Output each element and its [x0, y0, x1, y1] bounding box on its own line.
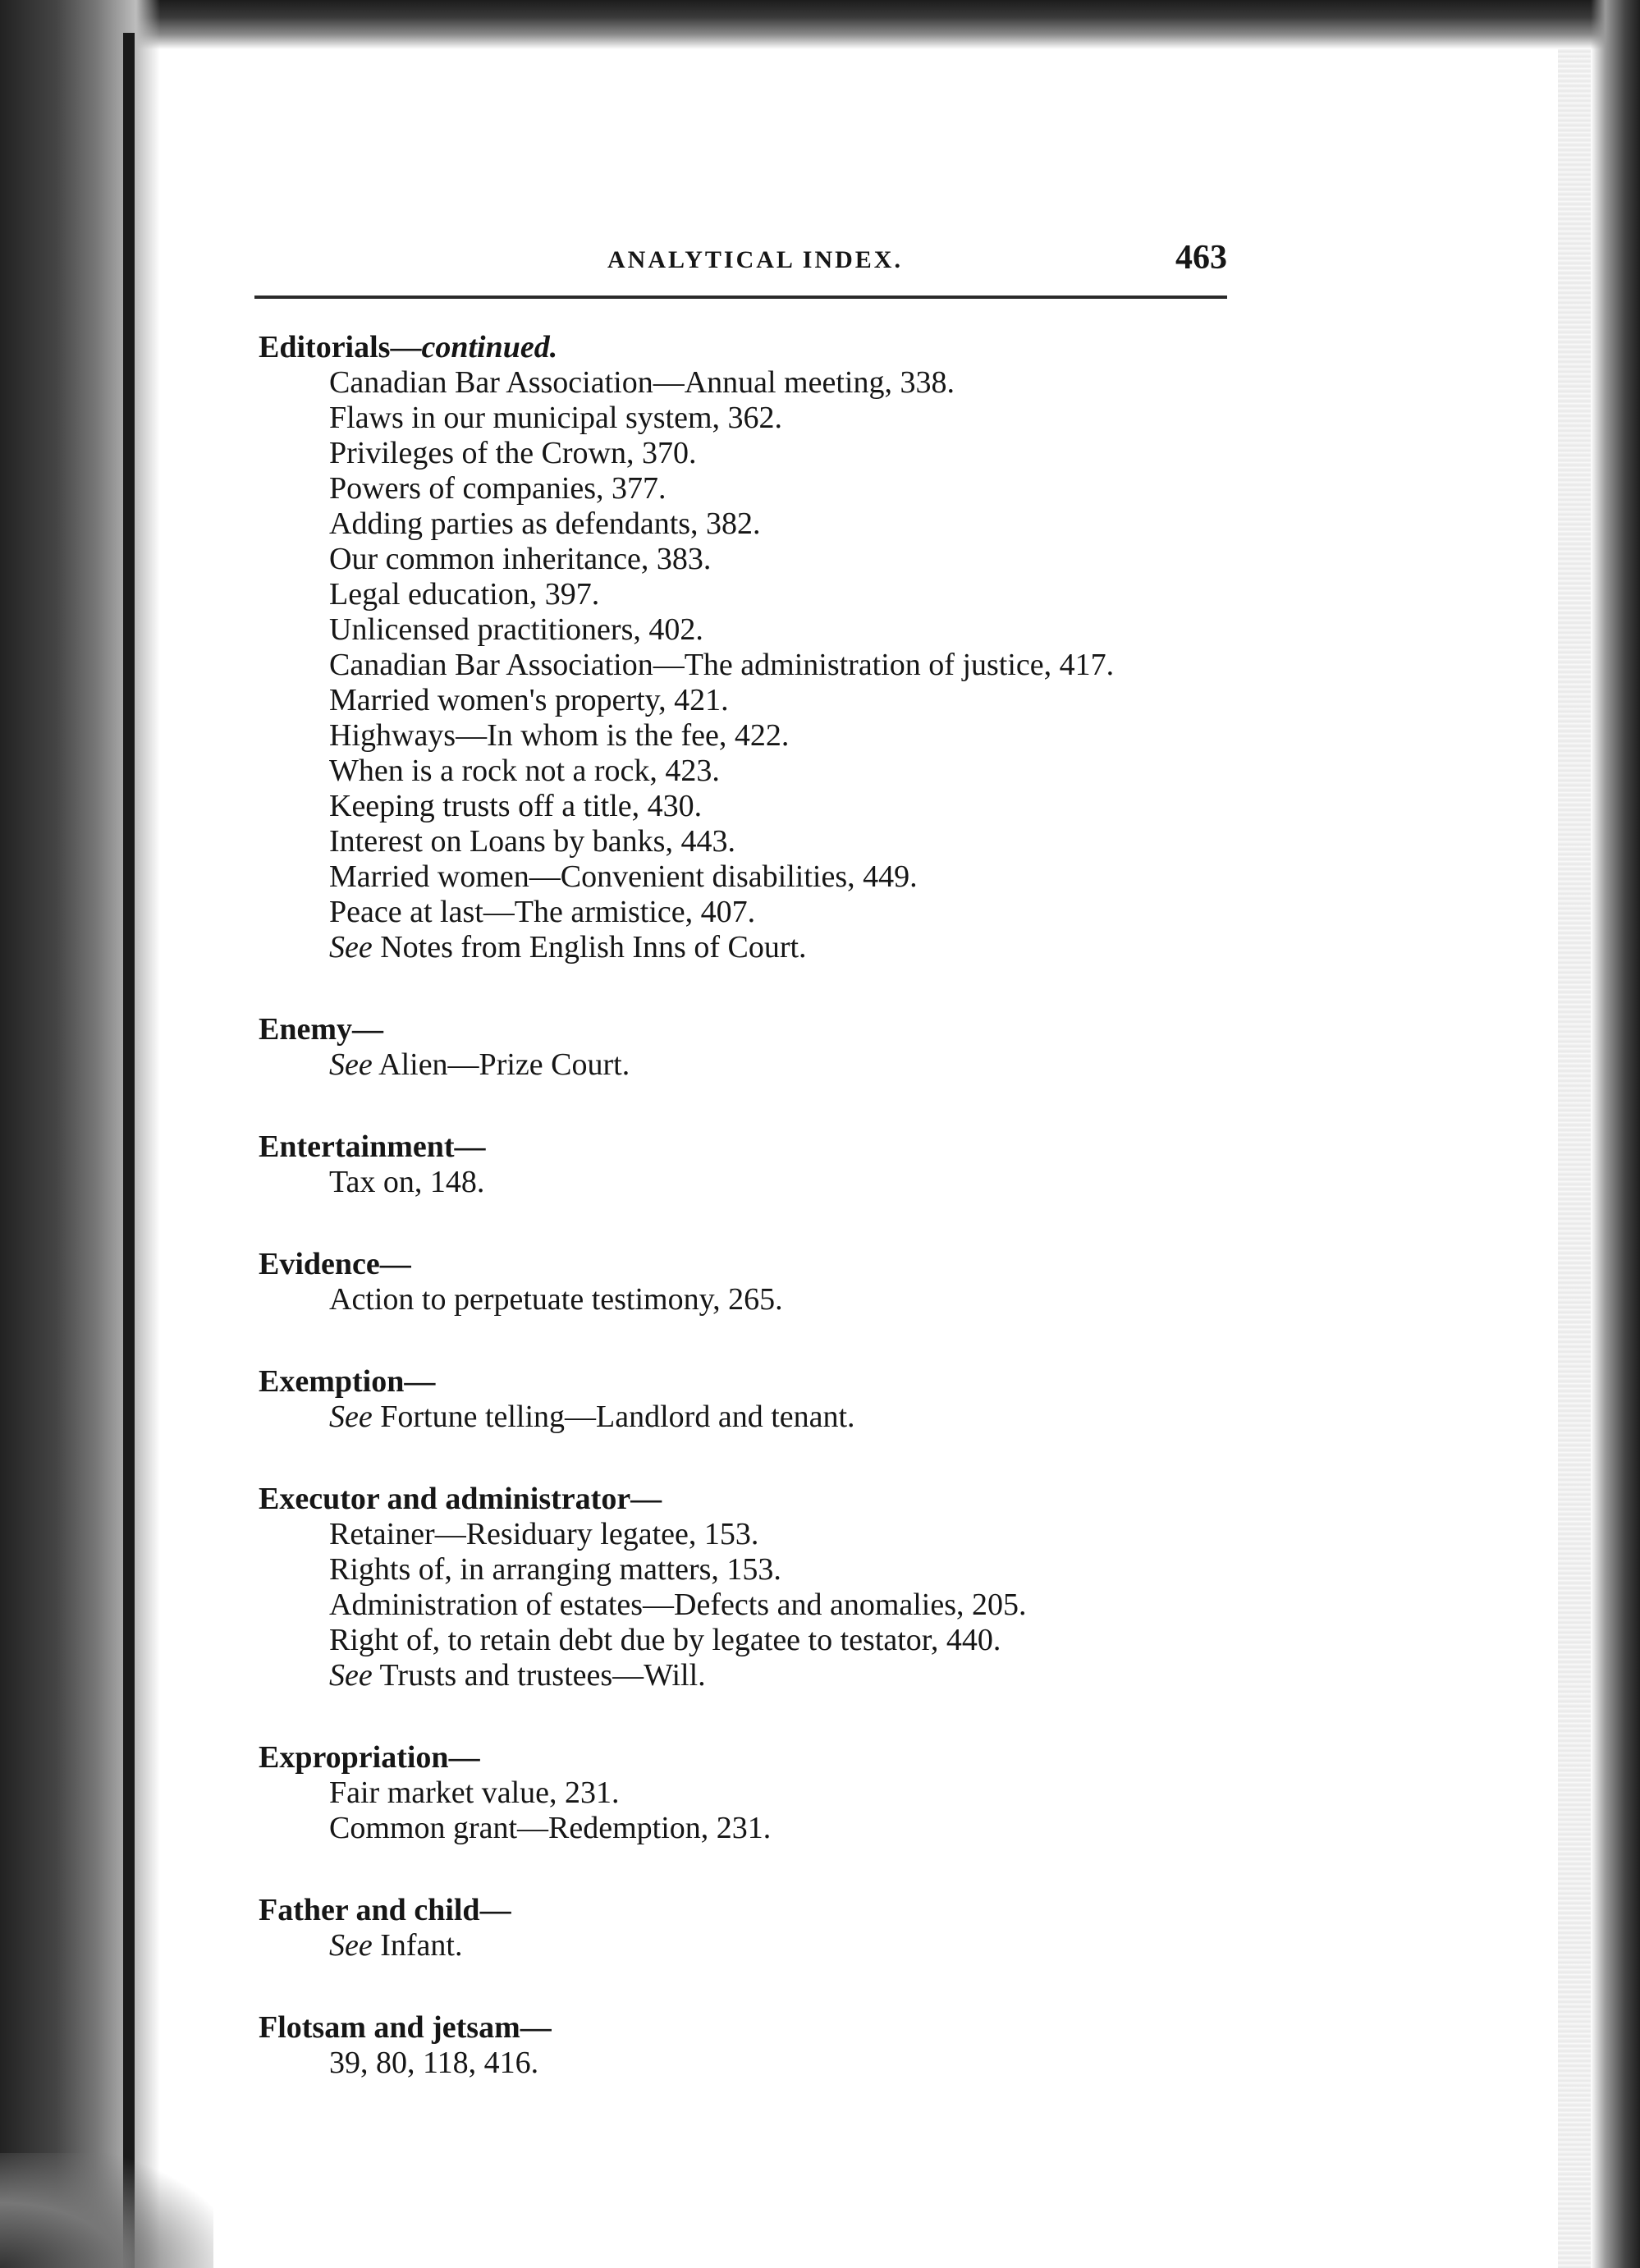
entry-line: Fair market value, 231. [329, 1775, 620, 1810]
entry-heading: Editorials—continued. [259, 330, 558, 364]
book-gutter-shadow [123, 33, 135, 2268]
entry-line: Action to perpetuate testimony, 265. [329, 1282, 783, 1317]
heading-suffix: continued. [421, 330, 558, 364]
page-number: 463 [1175, 239, 1227, 277]
header-rule [254, 296, 1227, 299]
entry-line: Peace at last—The armistice, 407. [329, 895, 756, 929]
index-entry-enemy [259, 1012, 1309, 1083]
entry-line: Canadian Bar Association—The administration of justice, 417. [329, 648, 1115, 682]
entry-line: Common grant—Redemption, 231. [329, 1811, 772, 1845]
entry-line: See Fortune telling—Landlord and tenant. [329, 1400, 855, 1434]
entry-line: Right of, to retain debt due by legatee to testator, 440. [329, 1623, 1001, 1657]
entry-heading: Enemy— [259, 1012, 383, 1047]
index-entry-father-and-child [259, 1893, 1309, 1963]
scan-edge-left [0, 0, 160, 2268]
entry-line: Legal education, 397. [329, 577, 600, 612]
see-reference: See [329, 1928, 373, 1963]
entry-line: Retainer—Residuary legatee, 153. [329, 1517, 759, 1551]
index-entry-exemption [259, 1364, 1309, 1435]
index-entry-editorials [259, 330, 1309, 965]
entry-line: Administration of estates—Defects and anomalies, 205. [329, 1588, 1027, 1622]
entry-line: Privileges of the Crown, 370. [329, 436, 697, 470]
entry-line: Married women's property, 421. [329, 683, 729, 717]
entry-line: Unlicensed practitioners, 402. [329, 612, 703, 647]
entry-line: Married women—Convenient disabilities, 449. [329, 859, 918, 894]
index-entry-entertainment [259, 1129, 1309, 1200]
index-entry-evidence [259, 1247, 1309, 1317]
entry-line: See Infant. [329, 1928, 463, 1963]
running-head: ANALYTICAL INDEX. [607, 246, 903, 273]
scan-edge-top [0, 0, 1640, 49]
entry-line: Rights of, in arranging matters, 153. [329, 1552, 781, 1587]
index-entry-expropriation [259, 1740, 1309, 1846]
entry-heading: Expropriation— [259, 1740, 480, 1775]
entry-line: See Notes from English Inns of Court. [329, 930, 807, 964]
entry-line: See Alien—Prize Court. [329, 1047, 630, 1082]
entry-line: Flaws in our municipal system, 362. [329, 401, 783, 435]
index-body [259, 330, 1309, 2128]
entry-heading: Entertainment— [259, 1129, 486, 1164]
entry-line: See Trusts and trustees—Will. [329, 1658, 706, 1693]
entry-heading: Father and child— [259, 1893, 511, 1927]
entry-heading: Evidence— [259, 1247, 411, 1281]
see-reference: See [329, 1047, 373, 1082]
entry-line: Adding parties as defendants, 382. [329, 506, 761, 541]
scan-corner-shadow [0, 2153, 213, 2268]
entry-line: When is a rock not a rock, 423. [329, 754, 720, 788]
page-header [254, 238, 1227, 287]
entry-heading: Executor and administrator— [259, 1482, 662, 1516]
page-stack-edge [1558, 49, 1591, 2268]
index-entry-flotsam [259, 2010, 1309, 2081]
index-entry-executor [259, 1482, 1309, 1693]
entry-line: Our common inheritance, 383. [329, 542, 712, 576]
entry-line: 39, 80, 118, 416. [329, 2046, 539, 2080]
entry-heading: Flotsam and jetsam— [259, 2010, 552, 2045]
entry-line: Highways—In whom is the fee, 422. [329, 718, 790, 753]
entry-heading: Exemption— [259, 1364, 436, 1399]
see-reference: See [329, 1400, 373, 1434]
entry-line: Interest on Loans by banks, 443. [329, 824, 735, 859]
see-reference: See [329, 1658, 373, 1693]
entry-line: Canadian Bar Association—Annual meeting, 338. [329, 365, 955, 400]
see-reference: See [329, 930, 373, 964]
entry-line: Powers of companies, 377. [329, 471, 667, 506]
scan-edge-right [1591, 0, 1640, 2268]
entry-line: Keeping trusts off a title, 430. [329, 789, 703, 823]
entry-line: Tax on, 148. [329, 1165, 485, 1199]
